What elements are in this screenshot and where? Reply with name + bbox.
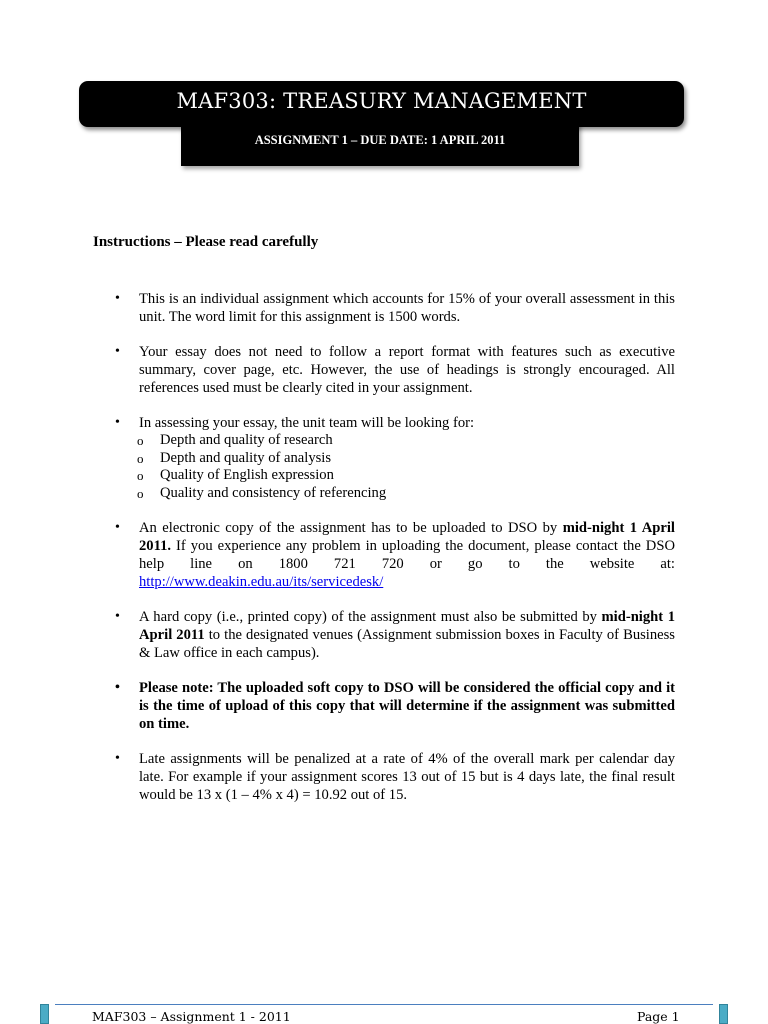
instructions-list — [115, 290, 676, 821]
bullet-item-format — [115, 343, 675, 397]
bullet-text: Please note: The uploaded soft copy to DSO will be considered the official copy and it is the time of upload of this copy that will determine if the assignment was submitted on time. — [139, 680, 675, 732]
circle-bullet-icon: o — [137, 433, 144, 448]
document-title: MAF303: TREASURY MANAGEMENT — [176, 89, 587, 113]
bullet-icon: • — [115, 520, 120, 535]
bullet-item-word-limit — [115, 290, 675, 326]
bullet-item-assessment-criteria — [115, 414, 675, 502]
bullet-text: This is an individual assignment which accounts for 15% of your overall assessment in this unit. The word limit for this assignment is 1500 words. — [139, 291, 675, 325]
deadline-bold: mid-night 1 April 2011 — [139, 609, 676, 643]
criteria-item: o Quality and consistency of referencing — [137, 484, 387, 501]
footer-rule — [55, 1004, 713, 1005]
criteria-item: o Quality of English expression — [137, 467, 334, 483]
criteria-sublist — [139, 432, 675, 502]
instructions-heading: Instructions – Please read carefully — [93, 234, 319, 250]
bullet-icon: • — [115, 680, 120, 695]
bullet-icon: • — [115, 291, 120, 306]
circle-bullet-icon: o — [137, 450, 144, 466]
bullet-icon: • — [115, 344, 120, 359]
bullet-item-late-penalty — [115, 750, 675, 804]
bullet-item-hard-copy: • A hard copy (i.e., printed copy) of the assignment must also be submitted by mid-night 1 April 2011 to the designated venues (Assignment submission boxes in Faculty of Business & Law office in each campus). — [115, 609, 676, 661]
bullet-text: Late assignments will be penalized at a rate of 4% of the overall mark per calendar day late. For example if your assignment scores 13 out of 15 but is 4 days late, the final result would be 13 x (1 – 4% x 4) = 10.92 out of 15. — [139, 751, 675, 803]
circle-bullet-icon: o — [137, 468, 144, 483]
footer-page-number: Page 1 — [637, 1009, 680, 1024]
bullet-item-electronic-copy: • An electronic copy of the assignment has to be uploaded to DSO by mid-night 1 April 2011. If you experience any problem in uploading the document, please contact the DSO help line on 1800 721 720 or go to the website at: http://www.deakin.edu.au/its/servicedesk/ — [115, 520, 675, 590]
deadline-bold: mid-night 1 April 2011. — [139, 520, 675, 554]
bullet-text: In assessing your essay, the unit team will be looking for: — [139, 415, 475, 431]
bullet-icon: • — [115, 609, 120, 624]
criteria-item: o Depth and quality of research — [137, 432, 333, 448]
footer-document-label: MAF303 – Assignment 1 - 2011 — [92, 1009, 291, 1024]
bullet-item-please-note — [115, 679, 675, 733]
assignment-due-banner — [181, 118, 579, 166]
bullet-icon: • — [115, 751, 120, 766]
bullet-icon: • — [115, 415, 120, 430]
assignment-due-date: ASSIGNMENT 1 – DUE DATE: 1 APRIL 2011 — [254, 133, 506, 147]
criteria-item: o Depth and quality of analysis — [137, 449, 332, 466]
bullet-text: Your essay does not need to follow a report format with features such as executive summary, cover page, etc. However, the use of headings is strongly encouraged. All references used must be clearly cited in your assignment. — [139, 344, 675, 396]
footer-left-marker — [40, 1004, 49, 1024]
footer-right-marker — [719, 1004, 728, 1024]
circle-bullet-icon: o — [137, 485, 144, 501]
servicedesk-link[interactable]: http://www.deakin.edu.au/its/servicedesk/ — [139, 574, 384, 590]
